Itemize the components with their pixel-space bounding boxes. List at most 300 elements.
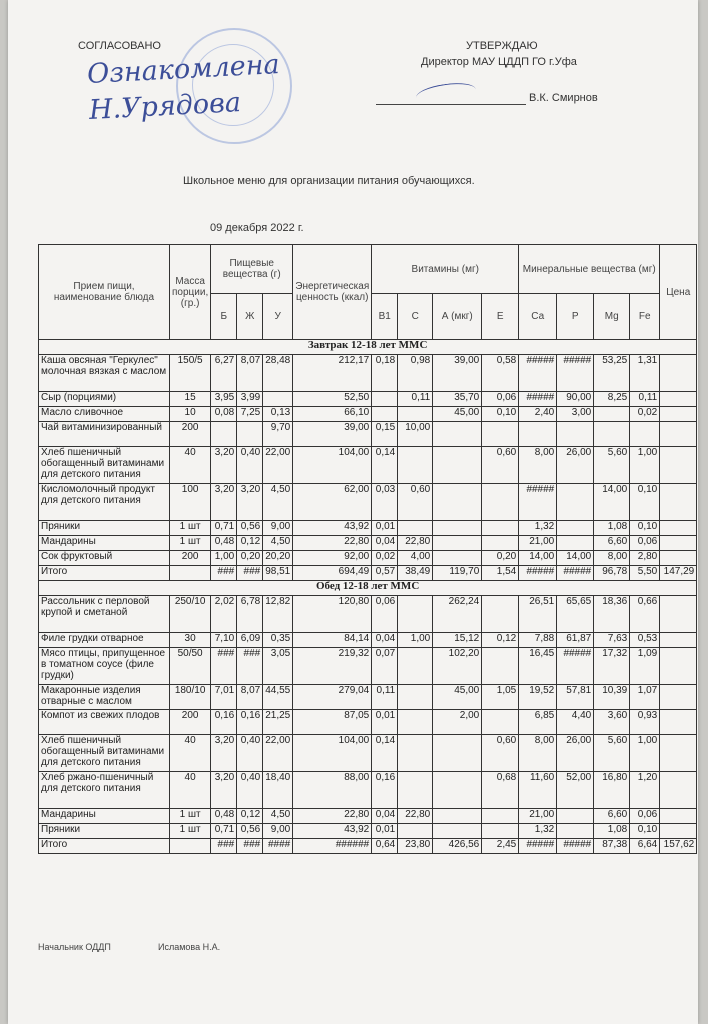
cell-kcal: 52,50 [293,392,372,407]
cell-u: 98,51 [263,566,293,581]
cell-b: 1,00 [211,551,237,566]
cell-ca: 14,00 [519,551,557,566]
table-row [39,551,697,566]
cell-price [660,407,697,422]
cell-b: ### [211,839,237,854]
cell-b1: 0,14 [372,447,398,484]
cell-p: 57,81 [557,685,594,710]
cell-b [211,422,237,447]
dish-name: Филе грудки отварное [39,633,170,648]
table-row [39,685,697,710]
cell-ca: 21,00 [519,536,557,551]
cell-mass: 180/10 [170,685,211,710]
cell-ca: 8,00 [519,447,557,484]
cell-c [398,824,433,839]
cell-mass [170,566,211,581]
cell-a: 45,00 [433,685,482,710]
cell-u: 20,20 [263,551,293,566]
subheader-mg: Mg [594,294,630,340]
cell-mass: 15 [170,392,211,407]
table-row [39,735,697,772]
cell-b1: 0,11 [372,685,398,710]
cell-mass: 1 шт [170,824,211,839]
cell-kcal: 104,00 [293,447,372,484]
cell-kcal: 279,04 [293,685,372,710]
cell-fe: 0,06 [630,809,660,824]
cell-c [398,447,433,484]
cell-e [482,536,519,551]
dish-name: Мандарины [39,536,170,551]
director-line: Директор МАУ ЦДДП ГО г.Уфа [421,56,577,68]
cell-ca: 7,88 [519,633,557,648]
cell-mass: 10 [170,407,211,422]
cell-b: 0,71 [211,521,237,536]
minerals-column-header: Минеральные вещества (мг) [519,245,660,294]
cell-kcal: ###### [293,839,372,854]
cell-mg: 8,25 [594,392,630,407]
table-row [39,633,697,648]
nutrients-column-header: Пищевые вещества (г) [211,245,293,294]
subheader-zh: Ж [237,294,263,340]
footer-role: Начальник ОДДП [38,942,111,952]
table-body [39,340,697,854]
cell-u: 22,00 [263,735,293,772]
cell-c [398,710,433,735]
cell-e [482,648,519,685]
cell-a: 426,56 [433,839,482,854]
cell-u: 4,50 [263,536,293,551]
cell-b1: 0,15 [372,422,398,447]
cell-price [660,824,697,839]
cell-mg: 5,60 [594,735,630,772]
cell-zh: 0,40 [237,772,263,809]
cell-c [398,407,433,422]
cell-ca: 19,52 [519,685,557,710]
cell-a [433,447,482,484]
cell-c [398,596,433,633]
cell-mass: 250/10 [170,596,211,633]
dish-name: Чай витаминизированный [39,422,170,447]
vitamins-column-header: Витамины (мг) [372,245,519,294]
cell-e [482,484,519,521]
cell-fe: 1,00 [630,735,660,772]
cell-mg: 53,25 [594,355,630,392]
handwritten-note [86,47,282,129]
cell-price [660,710,697,735]
cell-u [263,392,293,407]
section-row [39,340,697,355]
cell-p: ##### [557,839,594,854]
cell-mass: 1 шт [170,536,211,551]
cell-e [482,710,519,735]
cell-ca: 2,40 [519,407,557,422]
cell-b: 0,16 [211,710,237,735]
dish-name: Мандарины [39,809,170,824]
cell-zh: ### [237,566,263,581]
cell-fe: 0,10 [630,521,660,536]
table-row [39,536,697,551]
cell-p: 3,00 [557,407,594,422]
cell-b1 [372,392,398,407]
cell-b1: 0,01 [372,710,398,735]
cell-c: 0,60 [398,484,433,521]
cell-e: 0,12 [482,633,519,648]
dish-name: Хлеб пшеничный обогащенный витаминами для детского питания [39,735,170,772]
cell-a [433,521,482,536]
cell-ca: 26,51 [519,596,557,633]
cell-price [660,596,697,633]
cell-e [482,824,519,839]
cell-u: 28,48 [263,355,293,392]
cell-c: 1,00 [398,633,433,648]
cell-fe: 0,66 [630,596,660,633]
cell-b1: 0,04 [372,536,398,551]
cell-ca: 1,32 [519,521,557,536]
mass-column-header: Масса порции, (гр.) [170,245,211,340]
cell-price [660,447,697,484]
cell-e: 1,05 [482,685,519,710]
cell-a: 39,00 [433,355,482,392]
total-row [39,566,697,581]
cell-mass [170,839,211,854]
cell-fe: 1,07 [630,685,660,710]
cell-e [482,809,519,824]
cell-e: 0,68 [482,772,519,809]
cell-p: 90,00 [557,392,594,407]
cell-e [482,596,519,633]
cell-price [660,355,697,392]
cell-kcal: 88,00 [293,772,372,809]
cell-fe: 0,10 [630,824,660,839]
cell-zh: ### [237,839,263,854]
cell-price [660,809,697,824]
footer-name: Исламова Н.А. [158,942,221,952]
dish-name: Сок фруктовый [39,551,170,566]
cell-u: 3,05 [263,648,293,685]
cell-zh: 0,56 [237,824,263,839]
meal-column-header: Прием пищи, наименование блюда [39,245,170,340]
cell-price [660,422,697,447]
cell-c: 0,11 [398,392,433,407]
cell-ca: ##### [519,355,557,392]
section-row [39,581,697,596]
dish-name: Пряники [39,521,170,536]
cell-b1: 0,01 [372,824,398,839]
signature-name: В.К. Смирнов [529,92,598,104]
cell-u: 0,13 [263,407,293,422]
cell-p [557,484,594,521]
cell-kcal: 22,80 [293,536,372,551]
cell-c [398,648,433,685]
cell-u: 4,50 [263,484,293,521]
dish-name: Каша овсяная "Геркулес" молочная вязкая с маслом [39,355,170,392]
cell-mass: 200 [170,710,211,735]
table-row [39,422,697,447]
dish-name: Сыр (порциями) [39,392,170,407]
dish-name: Масло сливочное [39,407,170,422]
cell-kcal: 104,00 [293,735,372,772]
cell-p: 26,00 [557,735,594,772]
cell-mg: 3,60 [594,710,630,735]
cell-mg: 8,00 [594,551,630,566]
subheader-b: Б [211,294,237,340]
cell-b: 0,48 [211,536,237,551]
table-row [39,484,697,521]
cell-b1: 0,18 [372,355,398,392]
energy-column-header: Энергетическая ценность (ккал) [293,245,372,340]
cell-zh: 6,09 [237,633,263,648]
cell-p [557,422,594,447]
cell-a: 119,70 [433,566,482,581]
cell-u: 4,50 [263,809,293,824]
cell-p [557,809,594,824]
cell-b: 3,20 [211,772,237,809]
cell-ca: ##### [519,839,557,854]
cell-kcal: 43,92 [293,824,372,839]
cell-p: 4,40 [557,710,594,735]
dish-name: Компот из свежих плодов [39,710,170,735]
cell-ca: 21,00 [519,809,557,824]
cell-mass: 150/5 [170,355,211,392]
cell-zh: 0,40 [237,447,263,484]
cell-zh: 0,40 [237,735,263,772]
cell-b: ### [211,566,237,581]
cell-ca: 8,00 [519,735,557,772]
dish-name: Итого [39,839,170,854]
dish-name: Пряники [39,824,170,839]
cell-fe: 6,64 [630,839,660,854]
total-row [39,839,697,854]
dish-name: Рассольник с перловой крупой и сметаной [39,596,170,633]
page-title: Школьное меню для организации питания обучающихся. [183,175,475,187]
dish-name: Хлеб ржано-пшеничный для детского питания [39,772,170,809]
cell-b: 3,20 [211,484,237,521]
cell-fe [630,422,660,447]
cell-kcal: 219,32 [293,648,372,685]
cell-mg: 17,32 [594,648,630,685]
cell-fe: 0,06 [630,536,660,551]
cell-mass: 1 шт [170,521,211,536]
cell-price [660,772,697,809]
cell-mg: 6,60 [594,809,630,824]
table-header [39,245,697,340]
cell-p [557,536,594,551]
cell-zh: ### [237,648,263,685]
cell-p: ##### [557,566,594,581]
cell-u: #### [263,839,293,854]
cell-fe: 1,31 [630,355,660,392]
cell-zh: 0,16 [237,710,263,735]
cell-mass: 30 [170,633,211,648]
cell-e: 2,45 [482,839,519,854]
cell-fe: 0,93 [630,710,660,735]
cell-mg: 5,60 [594,447,630,484]
subheader-e: Е [482,294,519,340]
cell-u: 44,55 [263,685,293,710]
cell-mg: 16,80 [594,772,630,809]
cell-kcal: 39,00 [293,422,372,447]
table-row [39,407,697,422]
cell-u: 9,70 [263,422,293,447]
cell-fe: 5,50 [630,566,660,581]
cell-b1: 0,16 [372,772,398,809]
cell-a: 45,00 [433,407,482,422]
table-row [39,809,697,824]
cell-a [433,809,482,824]
cell-a [433,735,482,772]
cell-p: 52,00 [557,772,594,809]
cell-b1: 0,04 [372,809,398,824]
cell-mass: 1 шт [170,809,211,824]
cell-mg: 10,39 [594,685,630,710]
cell-b: ### [211,648,237,685]
cell-c: 38,49 [398,566,433,581]
cell-mg [594,422,630,447]
cell-e [482,521,519,536]
cell-b: 3,20 [211,447,237,484]
cell-a: 35,70 [433,392,482,407]
cell-e: 0,06 [482,392,519,407]
cell-price [660,551,697,566]
cell-zh: 0,12 [237,809,263,824]
cell-mg: 87,38 [594,839,630,854]
cell-u: 18,40 [263,772,293,809]
cell-price [660,648,697,685]
cell-b1: 0,04 [372,633,398,648]
subheader-u: У [263,294,293,340]
cell-b: 3,20 [211,735,237,772]
subheader-ca: Са [519,294,557,340]
section-title: Завтрак 12-18 лет ММС [39,340,697,355]
cell-a: 15,12 [433,633,482,648]
cell-zh: 0,20 [237,551,263,566]
cell-b: 7,10 [211,633,237,648]
cell-p: ##### [557,355,594,392]
cell-c: 22,80 [398,809,433,824]
cell-b1: 0,06 [372,596,398,633]
cell-fe: 0,02 [630,407,660,422]
cell-ca: 1,32 [519,824,557,839]
cell-ca: 6,85 [519,710,557,735]
dish-name: Мясо птицы, припущенное в томатном соусе (филе грудки) [39,648,170,685]
cell-b1: 0,03 [372,484,398,521]
cell-fe: 0,11 [630,392,660,407]
cell-a [433,484,482,521]
subheader-p: Р [557,294,594,340]
cell-ca: 16,45 [519,648,557,685]
cell-fe: 1,09 [630,648,660,685]
agreed-label: СОГЛАСОВАНО [78,40,161,52]
cell-c [398,521,433,536]
cell-u: 21,25 [263,710,293,735]
cell-b: 3,95 [211,392,237,407]
cell-mass: 50/50 [170,648,211,685]
cell-kcal: 84,14 [293,633,372,648]
signature-line [376,104,526,105]
cell-mg: 6,60 [594,536,630,551]
cell-mg [594,407,630,422]
cell-price: 147,29 [660,566,697,581]
cell-e: 1,54 [482,566,519,581]
table-row [39,355,697,392]
cell-u: 12,82 [263,596,293,633]
cell-zh: 0,56 [237,521,263,536]
price-column-header: Цена [660,245,697,340]
cell-p [557,521,594,536]
cell-c: 4,00 [398,551,433,566]
cell-zh: 7,25 [237,407,263,422]
cell-e: 0,58 [482,355,519,392]
cell-mg: 14,00 [594,484,630,521]
table-row [39,447,697,484]
dish-name: Хлеб пшеничный обогащенный витаминами для детского питания [39,447,170,484]
cell-e: 0,10 [482,407,519,422]
table-row [39,521,697,536]
cell-kcal: 212,17 [293,355,372,392]
cell-kcal: 92,00 [293,551,372,566]
cell-p: 61,87 [557,633,594,648]
cell-ca: ##### [519,484,557,521]
cell-fe: 1,20 [630,772,660,809]
dish-name: Итого [39,566,170,581]
cell-e: 0,60 [482,447,519,484]
cell-fe: 0,53 [630,633,660,648]
subheader-fe: Fe [630,294,660,340]
cell-mass: 40 [170,447,211,484]
subheader-b1: В1 [372,294,398,340]
cell-c: 23,80 [398,839,433,854]
cell-mg: 1,08 [594,824,630,839]
cell-p [557,824,594,839]
cell-b: 0,71 [211,824,237,839]
cell-c [398,685,433,710]
table-row [39,648,697,685]
cell-fe: 2,80 [630,551,660,566]
cell-price: 157,62 [660,839,697,854]
cell-ca [519,422,557,447]
cell-zh: 8,07 [237,355,263,392]
dish-name: Макаронные изделия отварные с маслом [39,685,170,710]
cell-c: 0,98 [398,355,433,392]
cell-mg: 18,36 [594,596,630,633]
signature-scribble [415,80,477,107]
handwriting-line-2: Н.Урядова [88,87,242,126]
cell-c [398,772,433,809]
subheader-c: С [398,294,433,340]
cell-b: 6,27 [211,355,237,392]
cell-mg: 1,08 [594,521,630,536]
cell-price [660,392,697,407]
cell-b1: 0,07 [372,648,398,685]
handwriting-line-1: Ознакомлена [86,49,281,91]
cell-e: 0,60 [482,735,519,772]
cell-kcal: 120,80 [293,596,372,633]
cell-c: 22,80 [398,536,433,551]
cell-c [398,735,433,772]
cell-price [660,735,697,772]
cell-a [433,422,482,447]
cell-mass: 200 [170,551,211,566]
cell-p: 26,00 [557,447,594,484]
cell-c: 10,00 [398,422,433,447]
cell-a: 262,24 [433,596,482,633]
table-row [39,824,697,839]
approve-label: УТВЕРЖДАЮ [466,40,538,52]
cell-kcal: 43,92 [293,521,372,536]
cell-price [660,536,697,551]
cell-a: 102,20 [433,648,482,685]
table-row [39,392,697,407]
